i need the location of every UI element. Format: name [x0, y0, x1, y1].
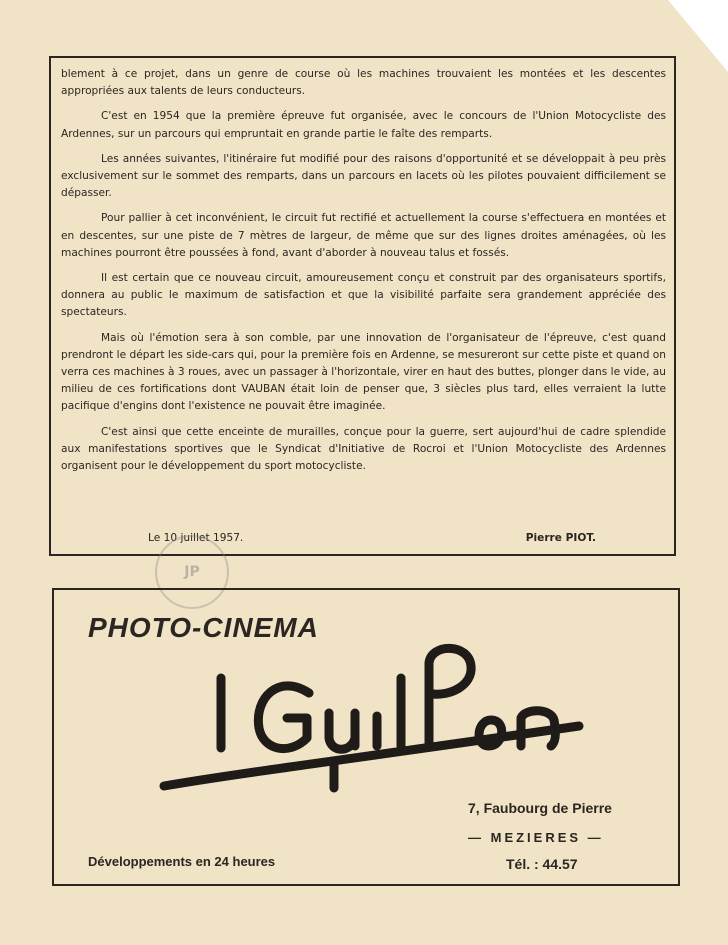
paragraph-7: C'est ainsi que cette enceinte de murailles, conçue pour la guerre, sert aujourd'hui de cadre splendide aux manifestations sportives que le Syndicat d'Initiative de Rocroi et l'Union Motocycliste des Ardennes organisent pour le développement du sport motocycliste.: [61, 425, 666, 473]
guillon-logo: [154, 638, 599, 812]
paragraph-5: Il est certain que ce nouveau circuit, amoureusement conçu et construit par des organisateurs sportifs, donnera au public le maximum de satisfaction et que la visibilité parfaite sera grandement appréciée des spectateurs.: [61, 272, 666, 319]
advertisement-box: [52, 588, 680, 886]
address-street: 7, Faubourg de Pierre: [468, 800, 612, 816]
address-city: — MEZIERES —: [468, 830, 604, 845]
guillon-signature-logo: [159, 638, 599, 808]
article-date: Le 10 juillet 1957.: [148, 532, 244, 544]
stamp-text: JP: [184, 564, 200, 580]
article-box: [49, 56, 676, 556]
paragraph-2: C'est en 1954 que la première épreuve fut organisée, avec le concours de l'Union Motocycliste des Ardennes, sur un parcours qui empruntait en grande partie le faîte des remparts.: [61, 110, 666, 140]
paragraph-4: Pour pallier à cet inconvénient, le circuit fut rectifié et actuellement la course s'effectuera en montées et en descentes, sur une piste de 7 mètres de largeur, de même que sur des lignes droites aménagées, où les machines pourront être poussées à fond, avant d'aborder à nouveau talus et fossés.: [61, 212, 666, 259]
torn-page-corner: [668, 0, 728, 72]
phone-number: Tél. : 44.57: [506, 856, 578, 872]
ad-tagline: Développements en 24 heures: [88, 854, 276, 869]
paragraph-1: blement à ce projet, dans un genre de course où les machines trouvaient les montées et les descentes appropriées aux talents de leurs conducteurs.: [61, 68, 666, 98]
ad-heading: PHOTO-CINEMA: [88, 612, 319, 643]
article-author: Pierre PIOT.: [525, 532, 596, 544]
paragraph-3: Les années suivantes, l'itinéraire fut modifié pour des raisons d'opportunité et se développait à peu près exclusivement sur le sommet des remparts, dans un parcours en lacets où les pilotes pouvaient difficilement se dépasser.: [61, 152, 666, 200]
paragraph-6: Mais où l'émotion sera à son comble, par une innovation de l'organisateur de l'épreuve, c'est quand prendront le départ les side-cars qui, pour la première fois en Ardenne, se mesureront sur cette piste et quand on verra ces machines à 3 roues, avec un passager à l'horizontale, virer en haut des buttes, plonger dans le vide, au milieu de ces fortifications dont VAUBAN était loin de penser que, 3 siècles plus tard, elles verraient la lutte pacifique d'engins dont l'existence ne pouvait être imaginée.: [61, 331, 666, 413]
